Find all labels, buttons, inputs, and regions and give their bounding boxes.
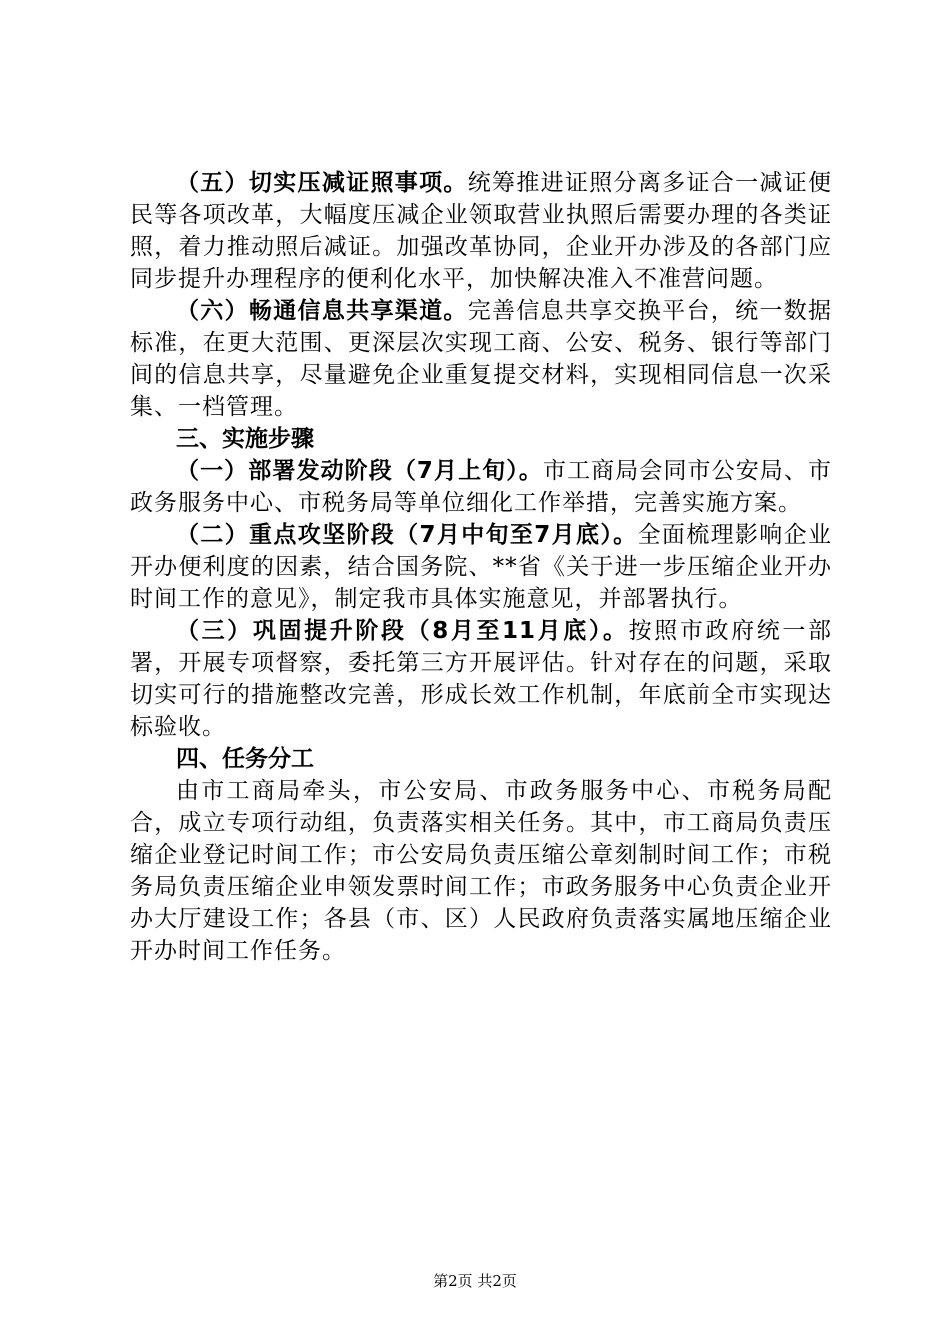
- section-five-paragraph: [130, 167, 832, 295]
- section-six-title: （六）畅通信息共享渠道。: [176, 298, 468, 324]
- section-six-paragraph: [130, 295, 832, 423]
- section-five-title: （五）切实压减证照事项。: [176, 170, 468, 196]
- step-one-title: （一）部署发动阶段（7月上旬）。: [176, 458, 543, 484]
- step-two-body: 全面梳理影响企业开办便利度的因素，结合国务院、**省《关于进一步压缩企业开办时间工作的意见》，制定我市具体实施意见，并部署执行。: [130, 522, 833, 612]
- section-six-body: 完善信息共享交换平台，统一数据标准，在更大范围、更深层次实现工商、公安、税务、银行等部门间的信息共享，尽量避免企业重复提交材料，实现相同信息一次采集、一档管理。: [130, 298, 833, 420]
- document-body: [130, 167, 832, 967]
- task-division-paragraph: 由市工商局牵头，市公安局、市政务服务中心、市税务局配合，成立专项行动组，负责落实相关任务。其中，市工商局负责压缩企业登记时间工作；市公安局负责压缩公章刻制时间工作；市税务局负责压缩企业申领发票时间工作；市政务服务中心负责企业开办大厅建设工作；各县（市、区）人民政府负责落实属地压缩企业开办时间工作任务。: [130, 778, 832, 964]
- step-three-paragraph: [130, 615, 832, 743]
- page-footer: 第2页 共2页: [433, 1272, 517, 1290]
- heading-task-division: 四、任务分工: [176, 746, 314, 772]
- section-five-body: 统筹推进证照分离多证合一减证便民等各项改革，大幅度压减企业领取营业执照后需要办理的各类证照，着力推动照后减证。加强改革协同，企业开办涉及的各部门应同步提升办理程序的便利化水平，加快解决准入不准营问题。: [130, 170, 833, 292]
- step-two-paragraph: [130, 519, 832, 615]
- step-one-body: 市工商局会同市公安局、市政务服务中心、市税务局等单位细化工作举措，完善实施方案。: [130, 458, 832, 516]
- step-one-paragraph: [130, 455, 832, 519]
- step-three-title: （三）巩固提升阶段（8月至11月底）。: [176, 618, 629, 644]
- heading-implementation-steps: 三、实施步骤: [176, 426, 314, 452]
- step-two-title: （二）重点攻坚阶段（7月中旬至7月底）。: [176, 522, 638, 548]
- step-three-body: 按照市政府统一部署，开展专项督察，委托第三方开展评估。针对存在的问题，采取切实可行的措施整改完善，形成长效工作机制，年底前全市实现达标验收。: [130, 618, 833, 740]
